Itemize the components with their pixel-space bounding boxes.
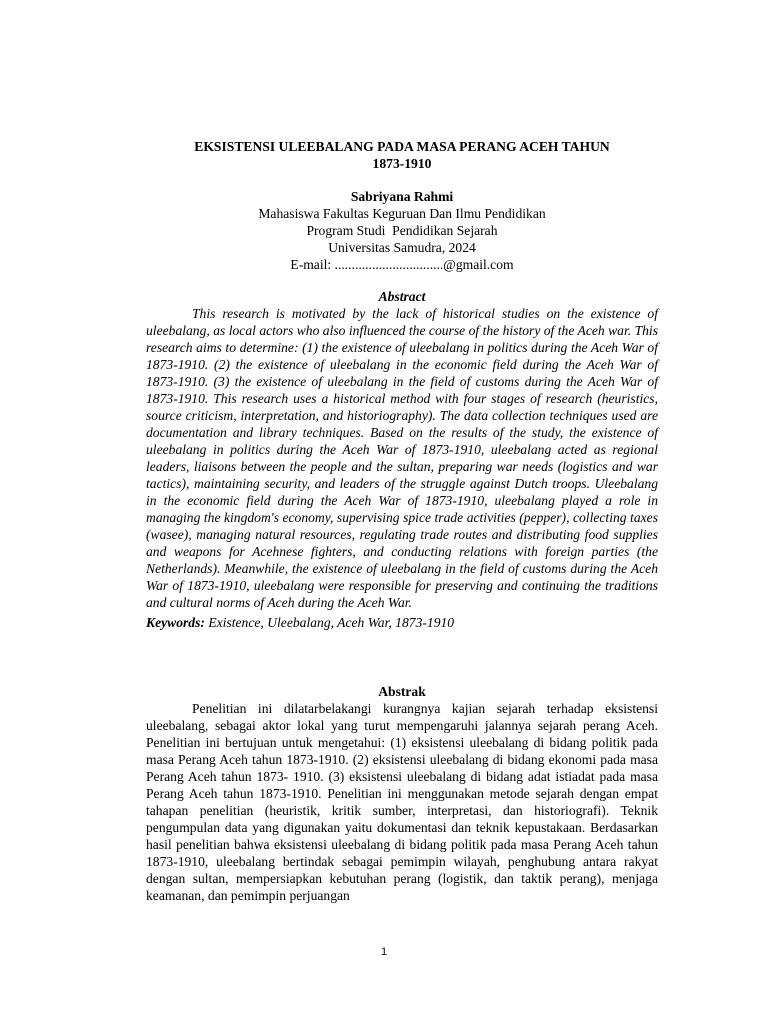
keywords-line — [146, 614, 658, 631]
author-name: Sabriyana Rahmi — [350, 189, 454, 204]
affiliation-faculty: Mahasiswa Fakultas Keguruan Dan Ilmu Pendidikan — [258, 206, 546, 221]
abstract-heading: Abstract — [378, 289, 426, 304]
title-line-2: 1873-1910 — [372, 156, 432, 171]
title-line-1: EKSISTENSI ULEEBALANG PADA MASA PERANG ACEH TAHUN — [194, 139, 610, 154]
abstrak-body: Penelitian ini dilatarbelakangi kurangnya kajian sejarah terhadap eksistensi uleebalang, sebagai aktor lokal yang turut mempengaruhi jalannya sejarah perang Aceh. Penelitian ini bertujuan untuk mengetahui: (1) eksistensi uleebalang di bidang politik pada masa Perang Aceh tahun 1873-1910. (2) eksistensi uleebalang di bidang ekonomi pada masa Perang Aceh tahun 1873- 1910. (3) eksistensi uleebalang di bidang adat istiadat pada masa Perang Aceh tahun 1873-1910. Penelitian ini menggunakan metode sejarah dengan empat tahapan penelitian (heuristik, kritik sumber, interpretasi, dan historiografi). Teknik pengumpulan data yang digunakan yaitu dokumentasi dan teknik kepustakaan. Berdasarkan hasil penelitian bahwa eksistensi uleebalang di bidang politik pada masa Perang Aceh tahun 1873-1910, uleebalang bertindak sebagai pemimpin wilayah, penghubung antara rakyat dengan sultan, mempersiapkan kebutuhan perang (logistik, dan taktik perang), menjaga keamanan, dan pemimpin perjuangan — [146, 701, 658, 903]
abstrak-heading: Abstrak — [378, 684, 426, 699]
page-number: 1 — [380, 946, 388, 958]
paper-title — [146, 138, 658, 172]
affiliation-program: Program Studi Pendidikan Sejarah — [306, 223, 498, 238]
author-block — [146, 188, 658, 273]
abstract-indonesian — [146, 683, 658, 904]
keywords-value: Existence, Uleebalang, Aceh War, 1873-1910 — [208, 615, 455, 630]
abstract-english — [146, 288, 658, 631]
keywords-label: Keywords: — [146, 615, 205, 630]
affiliation-university: Universitas Samudra, 2024 — [328, 240, 476, 255]
abstract-body: This research is motivated by the lack of historical studies on the existence of uleebalang, as local actors who also influenced the course of the history of the Aceh war. This research aims to determine: (1) the existence of uleebalang in politics during the Aceh War of 1873-1910. (2) the existence of uleebalang in the economic field during the Aceh War of 1873-1910. (3) the existence of uleebalang in the field of customs during the Aceh War of 1873-1910. This research uses a historical method with four stages of research (heuristics, source criticism, interpretation, and historiography). The data collection techniques used are documentation and library techniques. Based on the results of the study, the existence of uleebalang in politics during the Aceh War of 1873-1910, uleebalang acted as regional leaders, liaisons between the people and the sultan, preparing war needs (logistics and war tactics), maintaining security, and leaders of the struggle against Dutch troops. Uleebalang in the economic field during the Aceh War of 1873-1910, uleebalang played a role in managing the kingdom's economy, supervising spice trade activities (pepper), collecting taxes (wasee), managing natural resources, regulating trade routes and distributing food supplies and weapons for Acehnese fighters, and conducting relations with foreign parties (the Netherlands). Meanwhile, the existence of uleebalang in the field of customs during the Aceh War of 1873-1910, uleebalang were responsible for preserving and continuing the traditions and cultural norms of Aceh during the Aceh War. — [146, 306, 658, 610]
author-email: E-mail: ................................@gmail.com — [290, 257, 514, 272]
